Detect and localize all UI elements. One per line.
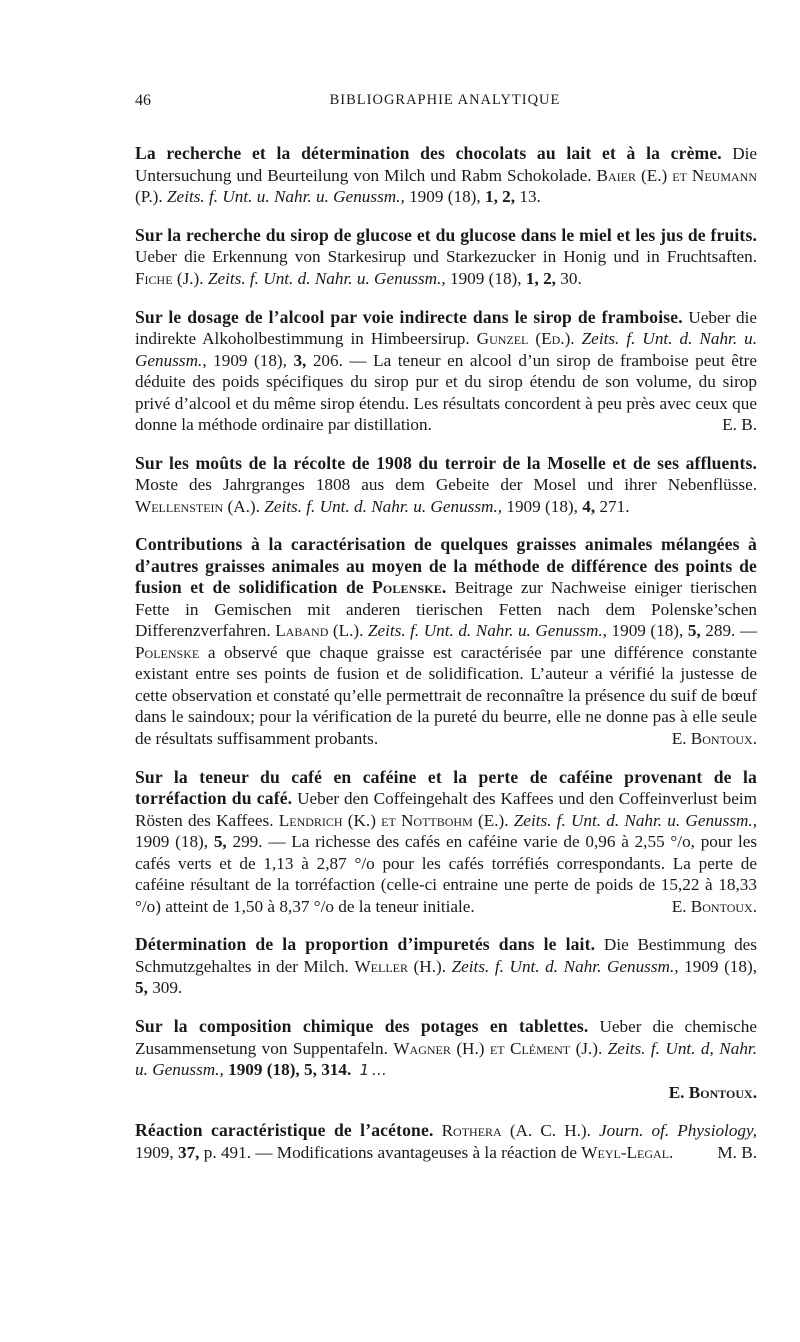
entry-year: 1909 (18),: [135, 832, 209, 852]
entry-journal: Zeits. f. Unt. d. Nahr. u. Genussm.,: [513, 810, 758, 830]
entry-summary: Modifications avantageuses à la réaction de: [276, 1142, 577, 1162]
entry-signature: M. B.: [717, 1142, 757, 1162]
entry-signature: E. Bontoux.: [668, 1082, 757, 1102]
entry-issue: 5,: [135, 978, 148, 998]
entry-lait: [135, 934, 757, 999]
entry-journal: Zeits. f. Unt. u. Nahr. u. Genussm.,: [167, 187, 405, 207]
entry-title: Sur la composition chimique des potages en tablettes.: [135, 1016, 589, 1036]
entry-year: 1909 (18),: [611, 621, 684, 641]
entry-original-title: Die Bestimmung des Schmutzgehaltes in der Milch.: [135, 935, 757, 976]
handwritten-annotation: 1 …: [359, 1061, 386, 1079]
entry-potages: [135, 1016, 757, 1103]
entry-journal: Journ. of. Physiology,: [599, 1121, 757, 1141]
entry-title-name: Polenske.: [371, 577, 447, 598]
entry-framboise: [135, 307, 757, 436]
entry-year: 1909 (18),: [228, 1060, 300, 1079]
entry-signature: E. Bontoux.: [671, 728, 757, 748]
entry-issue: 5,: [213, 832, 227, 852]
entry-authors: Wagner (H.) et Clément (J.).: [393, 1038, 603, 1058]
page-number: 46: [135, 92, 151, 109]
entry-glucose: [135, 225, 757, 290]
entry-signature: E. Bontoux.: [671, 896, 757, 916]
entry-graisses: [135, 534, 757, 749]
entry-signature: E. B.: [722, 415, 757, 435]
entry-journal: Zeits. f. Unt. d. Nahr. u. Genussm.,: [135, 329, 758, 370]
entry-summary: a observé que chaque graisse est caractérisée par une différence constante existant entre ses points de fusion et de solidification. L’auteur a vérifié la justesse de cette observation et constaté qu’elle permettrait de reconnaître la présence du suif de bœuf dans le saindoux; pour la vérification de la pureté du beurre, elle ne donne pas à elle seule de résultats suffisamment probants.: [135, 642, 757, 748]
entry-page: 206. —: [312, 350, 367, 370]
entry-journal: Zeits. f. Unt. d. Nahr. u. Genussm.,: [264, 496, 503, 516]
entry-title: Sur le dosage de l’alcool par voie indirecte dans le sirop de framboise.: [135, 306, 683, 327]
entry-page: 271.: [599, 496, 630, 516]
entry-journal: Zeits. f. Unt. d. Nahr. Genussm.,: [451, 956, 679, 976]
header-title: BIBLIOGRAPHIE ANALYTIQUE: [329, 92, 561, 108]
entry-title: Sur la teneur du café en caféine et la perte de caféine provenant de la torréfaction du café.: [135, 766, 757, 809]
entry-summary: La teneur en alcool d’un sirop de framboise peut être déduite des poids spécifiques du sirop pur et du sirop étendu de son volume, du sirop privé d’alcool et du même sirop étendu. Les résultats concordent à peu près avec ceux que donne la méthode ordinaire par distillation.: [135, 350, 758, 435]
entry-acetone: [135, 1120, 757, 1163]
entry-title: Sur les moûts de la récolte de 1908 du terroir de la Moselle et de ses affluents.: [135, 452, 757, 473]
entry-title: Sur la recherche du sirop de glucose et du glucose dans le miel et les jus de fruits.: [135, 224, 757, 245]
bibliography-entries: [135, 126, 757, 1174]
entry-title: Réaction caractéristique de l’acétone.: [135, 1120, 434, 1141]
entry-original-title: Ueber den Coffeingehalt des Kaffees und den Coffeinverlust beim Rösten des Kaffees.: [135, 789, 757, 830]
entry-authors: Gunzel (Ed.).: [476, 329, 575, 349]
entry-page: 289. —: [705, 621, 758, 641]
entry-journal: Zeits. f. Unt. d. Nahr. u. Genussm.,: [207, 268, 446, 288]
running-head: [135, 92, 755, 114]
entry-authors: Weller (H.).: [354, 956, 447, 976]
entry-authors: Lendrich (K.) et Nottbohm (E.).: [278, 810, 509, 830]
entry-journal: Zeits. f. Unt. d. Nahr. u. Genussm.,: [367, 621, 607, 641]
entry-moselle: [135, 453, 757, 518]
entry-summary-name: Polenske: [135, 642, 200, 662]
entry-year: 1909 (18),: [506, 496, 578, 516]
entry-cafe: [135, 767, 757, 918]
entry-original-title: Ueber die chemische Zusammensetung von Suppentafeln.: [135, 1017, 757, 1058]
entry-year: 1909 (18),: [213, 350, 287, 370]
entry-authors: Wellenstein (A.).: [135, 496, 260, 516]
entry-year: 1909 (18),: [684, 956, 758, 976]
entry-issue: 1, 2,: [525, 268, 556, 288]
entry-page: 299. —: [232, 832, 286, 852]
entry-issue: 4,: [582, 496, 596, 516]
entry-summary-name: Weyl-Legal.: [581, 1142, 674, 1162]
entry-title: Contributions à la caractérisation de quelques graisses animales mélangées à d’autres graisses animales au moyen de la méthode de différence des points de fusion et de solidification de: [135, 534, 757, 598]
entry-original-title: Moste des Jahrgranges 1808 aus dem Gebeite der Mosel und ihrer Nebenflüsse.: [135, 475, 757, 495]
entry-page: 13.: [519, 187, 541, 207]
entry-page: 30.: [560, 268, 582, 288]
entry-authors: Laband (L.).: [275, 621, 364, 641]
entry-original-title: Ueber die Erkennung von Starkesirup und Starkezucker in Honig und in Fruchtsaften.: [135, 247, 757, 267]
entry-issue: 37,: [177, 1142, 200, 1162]
entry-authors: Fiche (J.).: [135, 268, 204, 288]
entry-journal: Zeits. f. Unt. d, Nahr. u. Genussm.,: [135, 1038, 757, 1079]
entry-issue-page: 5, 314.: [304, 1060, 352, 1079]
entry-chocolats: [135, 143, 757, 208]
entry-authors: Baier (E.) et Neumann (P.).: [135, 165, 757, 207]
entry-issue: 3,: [293, 350, 307, 370]
entry-year: 1909 (18),: [409, 187, 481, 207]
entry-page: 309.: [152, 978, 183, 998]
entry-issue: 1, 2,: [484, 187, 516, 207]
entry-summary: La richesse des cafés en caféine varie de 0,96 à 2,55 °/o, pour les cafés verts et de 1,13 à 2,87 °/o pour les cafés torréfiés correspondants. La perte de caféine résultant de la torréfaction (celle-ci entraine une perte de poids de 15,22 à 18,33 °/o) atteint de 1,50 à 8,37 °/o de la teneur initiale.: [135, 832, 758, 916]
entry-title: La recherche et la détermination des chocolats au lait et à la crème.: [135, 143, 722, 164]
entry-original-title: Ueber die indirekte Alkoholbestimmung in Himbeersirup.: [135, 307, 757, 349]
entry-page: p. 491. —: [203, 1142, 273, 1162]
entry-authors: Rothera (A. C. H.).: [441, 1121, 591, 1141]
entry-original-title: Die Untersuchung und Beurteilung von Milch und Rabm Schokolade.: [135, 144, 758, 185]
entry-issue: 5,: [687, 621, 701, 641]
entry-year: 1909 (18),: [449, 268, 522, 288]
entry-title: Détermination de la proportion d’impuretés dans le lait.: [135, 934, 596, 955]
entry-original-title: Beitrage zur Nachweise einiger tierischen Fette in Gemischen mit anderen tierischen Fetten nach dem Polenske’schen Differenzverfahren.: [135, 578, 758, 641]
entry-year: 1909,: [135, 1142, 174, 1162]
